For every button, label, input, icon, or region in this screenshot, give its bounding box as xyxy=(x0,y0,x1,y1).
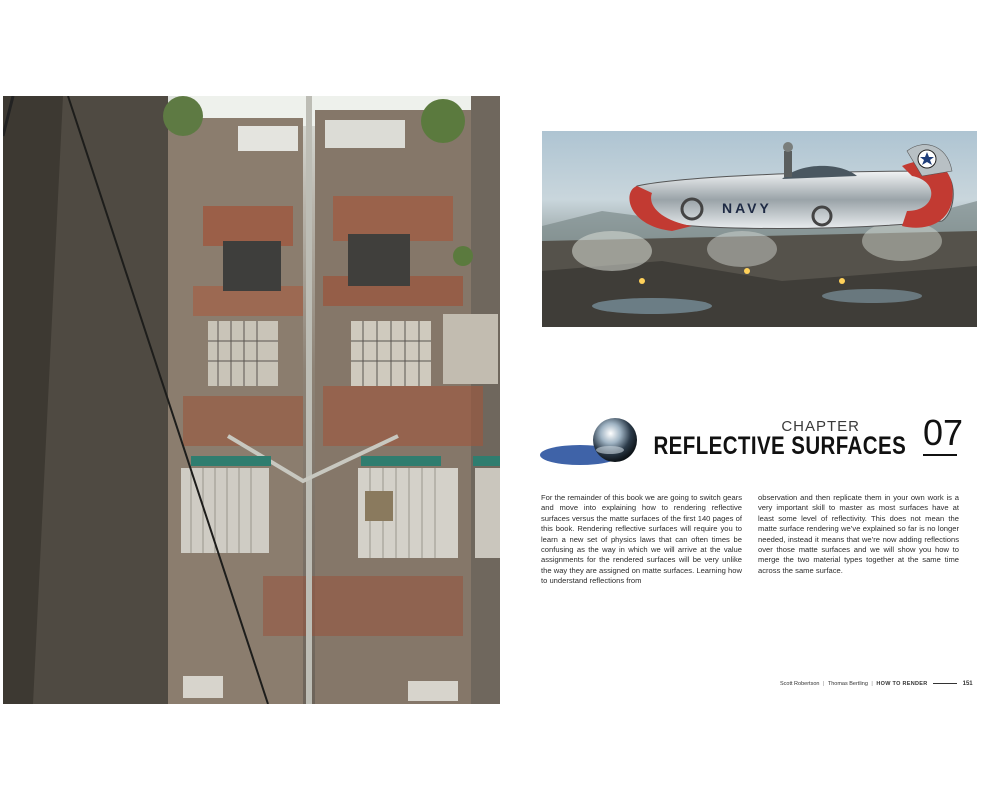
illustration-graphic xyxy=(542,131,977,327)
footer-separator-2: | xyxy=(871,681,873,687)
body-text xyxy=(541,493,959,587)
footer-rule xyxy=(933,683,957,684)
chapter-title: REFLECTIVE SURFACES xyxy=(653,432,906,460)
page-number: 151 xyxy=(962,681,973,687)
chapter-number: 07 xyxy=(923,414,957,456)
chapter-label: CHAPTER xyxy=(781,418,860,435)
footer-book-title: HOW TO RENDER xyxy=(876,681,928,687)
footer-author-1: Scott Robertson xyxy=(780,681,820,687)
paragraph-column-1: For the remainder of this book we are going to switch gears and move into explaining how to rendering reflective surfaces versus the matte surfaces of the first 140 pages of this book. Rendering reflective surfaces will require you to learn a new set of physics laws that can often times be confusing as the way in which we will arrive at the value assignments for the rendered surfaces will be very unlike the way they are assigned on matte surfaces. Learning how to understand reflections from xyxy=(541,493,742,586)
footer-author-2: Thomas Bertling xyxy=(827,681,868,687)
paragraph-column-2: observation and then replicate them in your own work is a very important skill to master as most surfaces have at least some level of reflectivity. This does not mean the matte surface rendering we’ve explained so far is no longer needed, instead it means that we’re now adding reflections over those matte surfaces and we will show you how to merge the two material types together at the same time across the same surface. xyxy=(758,493,959,575)
chapter-header xyxy=(540,410,964,480)
navy-marking: NAVY xyxy=(722,200,772,216)
footer-separator: | xyxy=(822,681,825,687)
page-footer xyxy=(780,681,980,691)
chrome-sphere-icon xyxy=(540,410,650,470)
photo-graphic xyxy=(3,96,500,704)
building-photo xyxy=(3,96,500,704)
hover-vehicle-illustration xyxy=(542,131,977,327)
